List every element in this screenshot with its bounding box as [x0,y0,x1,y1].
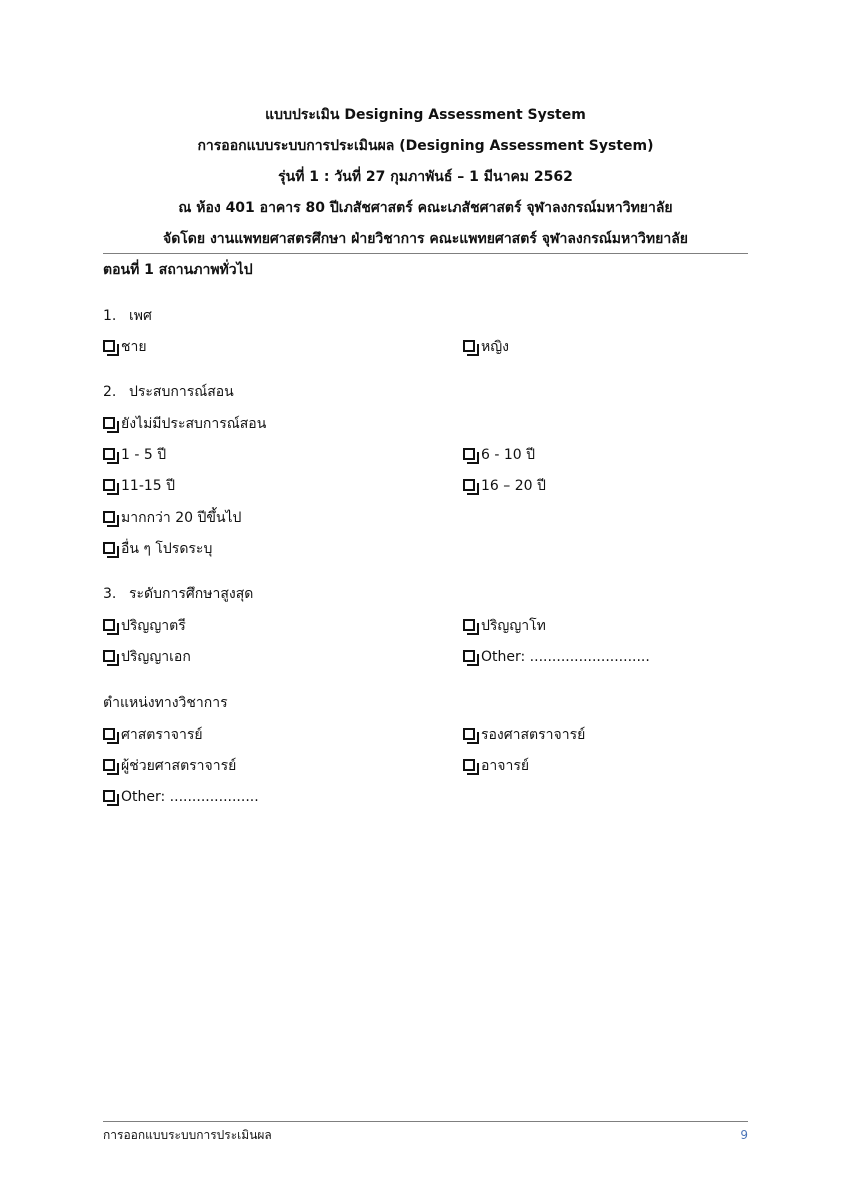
option-label: มากกว่า 20 ปีขึ้นไป [121,510,242,526]
question-text: ระดับการศึกษาสูงสุด [129,586,254,602]
option-over-20-years[interactable] [103,507,241,529]
part-title: ตอนที่ 1 สถานภาพทั่วไป [103,262,253,278]
checkbox-icon[interactable] [463,759,475,771]
checkbox-icon[interactable] [103,417,115,429]
option-label: Other: .................... [121,789,259,805]
option-associate-professor[interactable] [463,724,585,746]
option-label: หญิง [481,339,509,355]
checkbox-icon[interactable] [103,759,115,771]
option-label: ศาสตราจารย์ [121,727,203,743]
question-experience-label [103,381,234,403]
document-header [103,100,748,255]
question-education-label [103,583,253,605]
question-text: ประสบการณ์สอน [129,384,234,400]
option-doctorate[interactable] [103,646,191,668]
question-number: 3. [103,586,117,602]
option-label: 6 - 10 ปี [481,447,536,463]
checkbox-icon[interactable] [463,448,475,460]
option-male[interactable] [103,336,147,358]
checkbox-icon[interactable] [103,728,115,740]
option-label: ยังไม่มีประสบการณ์สอน [121,416,267,432]
option-16-20-years[interactable] [463,475,546,497]
checkbox-icon[interactable] [103,479,115,491]
option-label: 1 - 5 ปี [121,447,167,463]
option-position-other[interactable] [103,786,259,808]
option-lecturer[interactable] [463,755,529,777]
option-label: อื่น ๆ โปรดระบุ [121,541,213,557]
question-number: 1. [103,308,117,324]
header-subtitle: การออกแบบระบบการประเมินผล (Designing Assessment System) [197,138,654,154]
checkbox-icon[interactable] [463,728,475,740]
header-title: แบบประเมิน Designing Assessment System [265,107,586,123]
checkbox-icon[interactable] [463,619,475,631]
checkbox-icon[interactable] [103,448,115,460]
header-divider [103,253,748,254]
question-number: 2. [103,384,117,400]
option-label: อาจารย์ [481,758,530,774]
question-gender-label [103,305,152,327]
option-no-experience[interactable] [103,413,266,435]
checkbox-icon[interactable] [103,340,115,352]
question-text: ตำแหน่งทางวิชาการ [103,695,228,711]
checkbox-icon[interactable] [463,650,475,662]
option-female[interactable] [463,336,509,358]
option-1-5-years[interactable] [103,444,166,466]
checkbox-icon[interactable] [103,650,115,662]
option-education-other[interactable] [463,646,650,668]
checkbox-icon[interactable] [103,542,115,554]
checkbox-icon[interactable] [463,340,475,352]
option-experience-other[interactable] [103,538,212,560]
option-11-15-years[interactable] [103,475,175,497]
option-bachelor[interactable] [103,615,186,637]
header-venue: ณ ห้อง 401 อาคาร 80 ปีเภสัชศาสตร์ คณะเภสัชศาสตร์ จุฬาลงกรณ์มหาวิทยาลัย [178,200,673,216]
option-master[interactable] [463,615,546,637]
option-label: รองศาสตราจารย์ [481,727,586,743]
checkbox-icon[interactable] [103,619,115,631]
question-position-label [103,692,228,714]
option-assistant-professor[interactable] [103,755,236,777]
checkbox-icon[interactable] [103,511,115,523]
checkbox-icon[interactable] [463,479,475,491]
option-label: ปริญญาตรี [121,618,186,634]
option-label: Other: ........................... [481,649,650,665]
option-label: ปริญญาเอก [121,649,191,665]
footer-title: การออกแบบระบบการประเมินผล [103,1128,272,1142]
footer-divider [103,1121,748,1122]
option-label: 11-15 ปี [121,478,176,494]
page-number: 9 [740,1128,748,1142]
option-label: ชาย [121,339,147,355]
option-label: 16 – 20 ปี [481,478,546,494]
header-organizer: จัดโดย งานแพทยศาสตรศึกษา ฝ่ายวิชาการ คณะแพทยศาสตร์ จุฬาลงกรณ์มหาวิทยาลัย [162,231,688,247]
header-session-date: รุ่นที่ 1 : วันที่ 27 กุมภาพันธ์ – 1 มีนาคม 2562 [278,169,573,185]
option-professor[interactable] [103,724,203,746]
checkbox-icon[interactable] [103,790,115,802]
option-label: ผู้ช่วยศาสตราจารย์ [121,758,237,774]
question-text: เพศ [129,308,152,324]
option-label: ปริญญาโท [481,618,546,634]
option-6-10-years[interactable] [463,444,535,466]
